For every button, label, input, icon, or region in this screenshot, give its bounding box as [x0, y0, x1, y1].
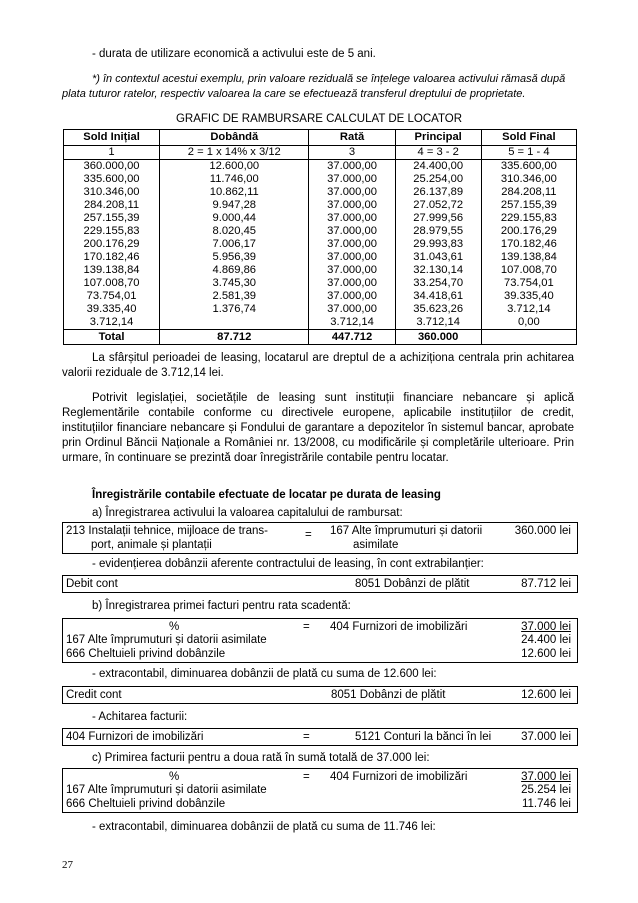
entry-c-percent: % — [169, 771, 180, 783]
opening-balance-cell: 310.346,00 — [64, 186, 160, 199]
principal-cell: 32.130,14 — [395, 264, 481, 277]
page-number: 27 — [62, 859, 73, 871]
repayment-schedule-table — [63, 129, 577, 345]
interest-cell: 10.862,11 — [160, 186, 309, 199]
header-closing-balance: Sold Final — [481, 130, 576, 146]
total-interest: 87.712 — [160, 330, 309, 345]
residual-value-paragraph: La sfârșitul perioadei de leasing, locatarul are dreptul de a achiziționa centrala prin achitarea valorii reziduale de 3.712,14 lei. — [62, 352, 574, 379]
opening-balance-cell: 170.182,46 — [64, 251, 160, 264]
schedule-rows — [64, 160, 577, 330]
account-8051: 8051 Dobânzi de plătit — [331, 689, 446, 701]
principal-cell: 27.999,56 — [395, 212, 481, 225]
closing-balance-cell: 39.335,40 — [481, 290, 576, 303]
installment-cell: 37.000,00 — [309, 199, 395, 212]
installment-cell: 37.000,00 — [309, 212, 395, 225]
header-interest: Dobândă — [160, 130, 309, 146]
table-row — [64, 225, 577, 238]
header-opening-balance: Sold Inițial — [64, 130, 160, 146]
table-row — [64, 186, 577, 199]
opening-balance-cell: 39.335,40 — [64, 303, 160, 316]
entry-c-equals: = — [303, 771, 310, 783]
entry-c-extra-label: - extracontabil, diminuarea dobânzii de plată cu suma de 11.746 lei: — [92, 821, 436, 833]
interest-cell: 9.000,44 — [160, 212, 309, 225]
entry-b-extra-amount: 12.600 lei — [521, 689, 571, 701]
installment-cell: 37.000,00 — [309, 251, 395, 264]
payment-equals: = — [303, 731, 310, 743]
closing-balance-cell: 335.600,00 — [481, 160, 576, 174]
installment-cell: 37.000,00 — [309, 173, 395, 186]
credit-cont-label: Credit cont — [66, 689, 122, 701]
entry-a-label: a) Înregistrarea activului la valoarea capitalului de rambursat: — [92, 507, 403, 519]
economic-life-line: - durata de utilizare economică a activului este de 5 ani. — [92, 48, 376, 60]
formula-row — [64, 146, 577, 160]
opening-balance-cell: 257.155,39 — [64, 212, 160, 225]
payment-amount: 37.000 lei — [521, 731, 571, 743]
table-row — [64, 160, 577, 174]
principal-cell: 35.623,26 — [395, 303, 481, 316]
formula-cell: 4 = 3 - 2 — [395, 146, 481, 160]
table-row — [64, 212, 577, 225]
principal-cell: 34.418,61 — [395, 290, 481, 303]
installment-cell: 37.000,00 — [309, 186, 395, 199]
legislation-paragraph: Potrivit legislației, societățile de leasing sunt instituții financiare nebancare și aplică Reglementările contabile conforme cu directivele europene, aplicabile instituțiilor de credit, instituțiilor financiare nebancare și Fondului de garantare a depozitelor în sistemul bancar, aprobate prin Ordinul Băncii Naționale a României nr. 13/2008, cu modificările și completările ulterioare. Prin urmare, în continuare se prezintă doar înregistrările contabile pentru locatar. — [62, 392, 574, 464]
interest-cell: 11.746,00 — [160, 173, 309, 186]
opening-balance-cell: 229.155,83 — [64, 225, 160, 238]
table-row — [64, 199, 577, 212]
entry-c-box — [62, 768, 578, 813]
schedule-title: GRAFIC DE RAMBURSARE CALCULAT DE LOCATOR — [175, 113, 463, 125]
principal-cell: 26.137,89 — [395, 186, 481, 199]
table-row — [64, 264, 577, 277]
closing-balance-cell: 3.712,14 — [481, 303, 576, 316]
principal-cell: 27.052,72 — [395, 199, 481, 212]
payment-label: - Achitarea facturii: — [92, 711, 188, 723]
interest-cell: 9.947,28 — [160, 199, 309, 212]
entry-c-account-666: 666 Cheltuieli privind dobânzile — [66, 798, 226, 810]
closing-balance-cell: 200.176,29 — [481, 225, 576, 238]
closing-balance-cell: 257.155,39 — [481, 199, 576, 212]
principal-cell: 31.043,61 — [395, 251, 481, 264]
formula-cell: 1 — [64, 146, 160, 160]
opening-balance-cell: 200.176,29 — [64, 238, 160, 251]
closing-balance-cell: 170.182,46 — [481, 238, 576, 251]
interest-cell: 7.006,17 — [160, 238, 309, 251]
principal-cell: 24.400,00 — [395, 160, 481, 174]
installment-cell: 37.000,00 — [309, 238, 395, 251]
opening-balance-cell: 139.138,84 — [64, 264, 160, 277]
installment-cell: 3.712,14 — [309, 316, 395, 330]
installment-cell: 37.000,00 — [309, 264, 395, 277]
opening-balance-cell: 3.712,14 — [64, 316, 160, 330]
formula-cell: 5 = 1 - 4 — [481, 146, 576, 160]
interest-total-amount: 87.712 lei — [521, 578, 571, 590]
total-closing — [481, 330, 576, 345]
opening-balance-cell: 335.600,00 — [64, 173, 160, 186]
entry-b-box — [62, 618, 578, 663]
entry-a-debit-l2: port, animale și plantații — [91, 539, 212, 551]
entries-heading: Înregistrările contabile efectuate de locatar pe durata de leasing — [92, 489, 441, 501]
footnote-line-1: *) în contextul acestui exemplu, prin valoare reziduală se înțelege valoarea activului rămasă după — [92, 73, 566, 85]
table-row — [64, 290, 577, 303]
entry-b-account-167: 167 Alte împrumuturi și datorii asimilate — [66, 634, 267, 646]
interest-cell: 12.600,00 — [160, 160, 309, 174]
opening-balance-cell: 107.008,70 — [64, 277, 160, 290]
table-row — [64, 238, 577, 251]
entry-a-debit-l1: 213 Instalații tehnice, mijloace de trans- — [66, 525, 268, 537]
entry-c-label: c) Primirea facturii pentru a doua rată în sumă totală de 37.000 lei: — [92, 752, 430, 764]
table-row — [64, 303, 577, 316]
interest-cell — [160, 316, 309, 330]
payment-account-404: 404 Furnizori de imobilizări — [66, 731, 204, 743]
entry-b-amount-666: 12.600 lei — [521, 648, 571, 660]
interest-cell: 8.020,45 — [160, 225, 309, 238]
interest-offbalance-label: - evidențierea dobânzii aferente contractului de leasing, în cont extrabilanțier: — [92, 558, 484, 570]
entry-a-amount: 360.000 lei — [514, 525, 571, 537]
account-8051: 8051 Dobânzi de plătit — [355, 578, 470, 590]
entry-b-percent: % — [169, 621, 180, 633]
entry-a-equals: = — [305, 529, 312, 541]
principal-cell: 33.254,70 — [395, 277, 481, 290]
entry-b-extra-box — [62, 686, 578, 704]
principal-cell: 28.979,55 — [395, 225, 481, 238]
totals-row — [64, 330, 577, 345]
table-header-row — [64, 130, 577, 146]
header-principal: Principal — [395, 130, 481, 146]
payment-box — [62, 728, 578, 746]
interest-cell: 1.376,74 — [160, 303, 309, 316]
entry-b-account-666: 666 Cheltuieli privind dobânzile — [66, 648, 226, 660]
closing-balance-cell: 0,00 — [481, 316, 576, 330]
total-label: Total — [64, 330, 160, 345]
installment-cell: 37.000,00 — [309, 303, 395, 316]
interest-cell: 5.956,39 — [160, 251, 309, 264]
entry-a-credit-l1: 167 Alte împrumuturi și datorii — [330, 525, 483, 537]
entry-c-amount-167: 25.254 lei — [521, 784, 571, 796]
interest-cell: 3.745,30 — [160, 277, 309, 290]
entry-c-account-167: 167 Alte împrumuturi și datorii asimilate — [66, 784, 267, 796]
entry-b-account-404: 404 Furnizori de imobilizări — [330, 621, 468, 633]
principal-cell: 25.254,00 — [395, 173, 481, 186]
closing-balance-cell: 284.208,11 — [481, 186, 576, 199]
installment-cell: 37.000,00 — [309, 290, 395, 303]
entry-a-box — [62, 522, 578, 554]
total-principal: 360.000 — [395, 330, 481, 345]
entry-c-account-404: 404 Furnizori de imobilizări — [330, 771, 468, 783]
entry-a-credit-l2: asimilate — [353, 539, 399, 551]
formula-cell: 2 = 1 x 14% x 3/12 — [160, 146, 309, 160]
installment-cell: 37.000,00 — [309, 160, 395, 174]
footnote-line-2: plata tuturor ratelor, respectiv valoarea la care se efectuează transferul dreptului de proprietate. — [62, 88, 526, 100]
interest-cell: 2.581,39 — [160, 290, 309, 303]
entry-b-amount-167: 24.400 lei — [521, 634, 571, 646]
table-row — [64, 316, 577, 330]
entry-b-label: b) Înregistrarea primei facturi pentru rata scadentă: — [92, 600, 351, 612]
formula-cell: 3 — [309, 146, 395, 160]
closing-balance-cell: 73.754,01 — [481, 277, 576, 290]
entry-b-extra-label: - extracontabil, diminuarea dobânzii de plată cu suma de 12.600 lei: — [92, 668, 437, 680]
closing-balance-cell: 229.155,83 — [481, 212, 576, 225]
total-installment: 447.712 — [309, 330, 395, 345]
opening-balance-cell: 284.208,11 — [64, 199, 160, 212]
principal-cell: 3.712,14 — [395, 316, 481, 330]
table-row — [64, 173, 577, 186]
header-installment: Rată — [309, 130, 395, 146]
debit-cont-label: Debit cont — [66, 578, 118, 590]
entry-b-total: 37.000 lei — [521, 621, 571, 633]
table-row — [64, 251, 577, 264]
entry-b-equals: = — [303, 621, 310, 633]
opening-balance-cell: 73.754,01 — [64, 290, 160, 303]
table-row — [64, 277, 577, 290]
interest-cell: 4.869,86 — [160, 264, 309, 277]
account-5121: 5121 Conturi la bănci în lei — [355, 731, 492, 743]
principal-cell: 29.993,83 — [395, 238, 481, 251]
entry-c-total: 37.000 lei — [521, 771, 571, 783]
closing-balance-cell: 139.138,84 — [481, 251, 576, 264]
entry-c-amount-666: 11.746 lei — [521, 798, 571, 810]
interest-offbalance-box — [62, 575, 578, 593]
installment-cell: 37.000,00 — [309, 277, 395, 290]
closing-balance-cell: 310.346,00 — [481, 173, 576, 186]
installment-cell: 37.000,00 — [309, 225, 395, 238]
closing-balance-cell: 107.008,70 — [481, 264, 576, 277]
opening-balance-cell: 360.000,00 — [64, 160, 160, 174]
